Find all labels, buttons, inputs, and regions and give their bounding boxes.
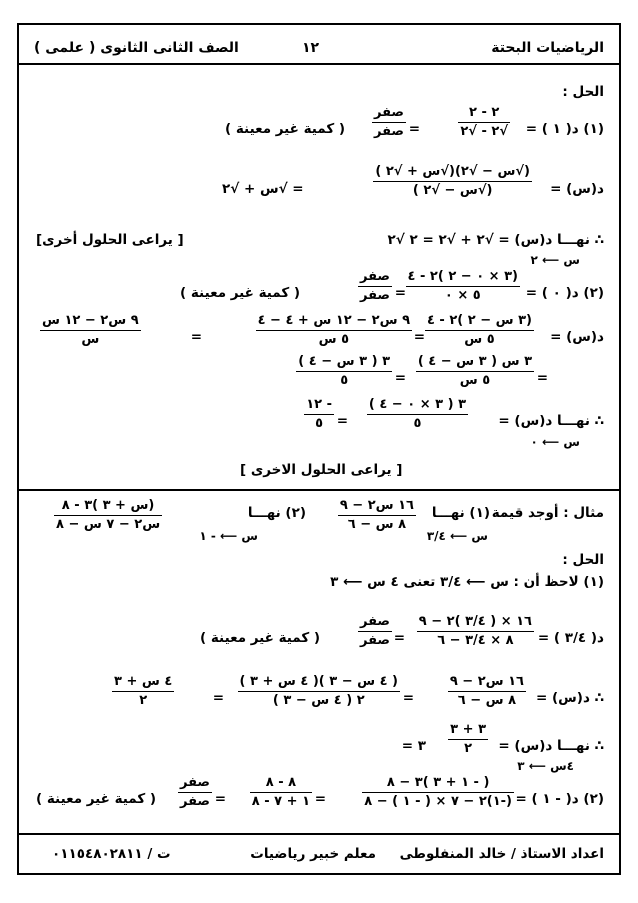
equals: = xyxy=(536,370,548,386)
denominator: س٢ − ٧ س − ٨ xyxy=(56,517,161,532)
numerator: ( - ١ + ٣ )٣ − ٨ xyxy=(386,775,490,790)
fraction-bar xyxy=(358,286,392,287)
example-dx-fraction-1 xyxy=(448,674,526,709)
denominator: ٥ xyxy=(340,373,349,388)
example-q2-fraction xyxy=(54,498,162,533)
part2-note: ( كمية غير معينة ) xyxy=(180,285,301,301)
part2-fraction xyxy=(406,269,520,304)
denominator: ٢ ( ٤ س − ٣ ) xyxy=(272,693,365,708)
fraction-bar xyxy=(338,515,416,516)
d2-fraction-2 xyxy=(256,313,412,348)
part2-label: (٢) د( ٠ ) = xyxy=(525,285,604,301)
limit1: ∴ نهـــا د(س) = √٢ + √٢ = ٢ √٢ xyxy=(387,232,604,248)
limit2-fraction-2 xyxy=(304,397,334,432)
dx-label: د(س) = xyxy=(550,181,604,197)
solution-heading: الحل : xyxy=(562,84,604,100)
d2-label: د(س) = xyxy=(550,329,604,345)
numerator: ٣ ( ٣ × ٠ − ٤ ) xyxy=(368,397,466,412)
example-sol-heading: الحل : xyxy=(562,552,604,568)
numerator: ١٦ س٢ − ٩ xyxy=(339,498,414,513)
fraction-bar xyxy=(256,330,412,331)
example-d-note: ( كمية غير معينة ) xyxy=(200,630,321,646)
numerator: ٩ س٢ − ١٢ س + ٤ − ٤ xyxy=(257,313,410,328)
footer-phone: ت / ٠١١٥٤٨٠٢٨١١ xyxy=(52,846,171,862)
fraction-bar xyxy=(112,691,174,692)
example-dx-label: ∴ د(س) = xyxy=(535,690,604,706)
denominator: ٥ xyxy=(315,416,324,431)
fraction-bar xyxy=(417,631,534,632)
example-lim-fraction xyxy=(448,722,488,757)
fraction-bar xyxy=(304,414,334,415)
example-q1-fraction xyxy=(338,498,416,533)
example-p2-fraction xyxy=(362,775,514,810)
example-lim-result: = ٣ xyxy=(401,738,426,754)
result-numerator: صفر xyxy=(359,614,390,629)
numerator: ١٦ س٢ − ٩ xyxy=(449,674,524,689)
numerator: ٤ س + ٣ xyxy=(114,674,173,689)
example-p2-note: ( كمية غير معينة ) xyxy=(36,791,157,807)
dx-numerator: (√س − √٢)(√س + √٢ ) xyxy=(375,164,530,179)
denominator: ٥ س xyxy=(464,332,495,347)
fraction-bar xyxy=(238,691,400,692)
result-denominator: صفر xyxy=(373,124,404,139)
equals: = xyxy=(214,791,226,807)
example-q1-label: (١) نهـــا xyxy=(431,505,490,521)
d2-fraction-1 xyxy=(425,313,534,348)
part1-denominator: √٢ - √٢ xyxy=(460,124,508,139)
example-note1: (١) لاحظ أن : س ⟵ ٣/٤ تعنى ٤ س ⟵ ٣ xyxy=(330,574,604,590)
fraction-bar xyxy=(372,122,406,123)
limit2-label: ∴ نهـــا د(س) = xyxy=(498,413,604,429)
result-numerator: صفر xyxy=(359,269,390,284)
example-d-label: د( ٣/٤ ) = xyxy=(537,630,604,646)
fraction-bar xyxy=(367,414,468,415)
result-numerator: صفر xyxy=(373,105,404,120)
footer-author: اعداد الاستاذ / خالد المنفلوطى xyxy=(399,846,604,862)
numerator: ٣ ( ٣ س − ٤ ) xyxy=(298,354,390,369)
limit2-sub: س ⟵ ٠ xyxy=(530,435,580,449)
numerator: ( ٤ س − ٣ )( ٤ س + ٣ ) xyxy=(239,674,398,689)
fraction-bar xyxy=(373,181,532,182)
example-p2-fraction-2 xyxy=(250,775,312,810)
fraction-bar xyxy=(362,792,514,793)
header-grade: الصف الثانى الثانوى ( علمى ) xyxy=(34,40,239,56)
example-p2-label: (٢) د( - ١ ) = xyxy=(515,791,604,807)
example-q2-sub: س ⟵ - ١ xyxy=(199,529,258,543)
part2-numerator: (٣ × ٠ − ٢ )٢ - ٤ xyxy=(407,269,518,284)
dx-denominator: (√س − √٢ ) xyxy=(412,183,493,198)
denominator: ٨ × ٣/٤ − ٦ xyxy=(437,633,514,648)
denominator: ٨ س − ٦ xyxy=(457,693,517,708)
part1-numerator: ٢ - ٢ xyxy=(469,105,500,120)
fraction-bar xyxy=(406,286,520,287)
equals: = xyxy=(394,370,406,386)
denominator: (-١)٢ − ٧ × ( - ١ ) − ٨ xyxy=(364,794,512,809)
part1-result xyxy=(372,105,406,140)
fraction-bar xyxy=(250,792,312,793)
fraction-bar xyxy=(416,371,534,372)
d2-fraction-5 xyxy=(296,354,392,389)
example-lim-sub: ٤س ⟵ ٣ xyxy=(517,759,574,773)
numerator: ٣ س ( ٣ س − ٤ ) xyxy=(417,354,532,369)
result-denominator: صفر xyxy=(359,288,390,303)
part1-equals: = xyxy=(408,121,420,137)
example-dx-fraction-3 xyxy=(112,674,174,709)
numerator: (س + ٣ )٣ - ٨ xyxy=(61,498,155,513)
footer-role: معلم خبير رياضيات xyxy=(250,846,376,862)
equals: = xyxy=(413,329,425,345)
equals: = xyxy=(190,329,202,345)
part2-equals: = xyxy=(394,285,406,301)
example-p2-result xyxy=(178,775,212,810)
fraction-bar xyxy=(458,122,510,123)
d2-fraction-3 xyxy=(40,313,141,348)
fraction-bar xyxy=(178,792,212,793)
header-divider xyxy=(17,63,621,65)
example-q2-label: (٢) نهـــا xyxy=(247,505,306,521)
denominator: ٥ س xyxy=(318,332,349,347)
footer-divider xyxy=(17,833,621,835)
part2-denominator: ٥ × ٠ xyxy=(444,288,481,303)
limit2-fraction-1 xyxy=(367,397,468,432)
numerator: ٨ - ٨ xyxy=(265,775,297,790)
result-denominator: صفر xyxy=(179,794,210,809)
equals: = xyxy=(336,413,348,429)
fraction-bar xyxy=(54,515,162,516)
header-subject: الرياضيات البحتة xyxy=(491,40,604,56)
numerator: - ١٢ xyxy=(306,397,332,412)
fraction-bar xyxy=(448,739,488,740)
fraction-bar xyxy=(425,330,534,331)
limit1-note: [ يراعى الحلول أخرى] xyxy=(36,232,184,248)
numerator: ٣ + ٣ xyxy=(450,722,486,737)
part1-label: (١) د( ١ ) = xyxy=(525,121,604,137)
fraction-bar xyxy=(296,371,392,372)
dx-fraction xyxy=(373,164,532,199)
numerator: ١٦ × ( ٣/٤ )٢ − ٩ xyxy=(418,614,532,629)
limit2-note: [ يراعى الحلول الاخرى ] xyxy=(240,462,403,478)
example-q1-sub: س ⟵ ٣/٤ xyxy=(426,529,488,543)
part1-note: ( كمية غير معينة ) xyxy=(225,121,346,137)
example-title: مثال : أوجد قيمة xyxy=(491,505,604,521)
limit1-sub: س ⟵ ٢ xyxy=(530,253,580,267)
denominator: ٥ س xyxy=(459,373,491,388)
example-d-fraction xyxy=(417,614,534,649)
denominator: ٢ xyxy=(464,741,473,756)
denominator: ١ + ٧ - ٨ xyxy=(251,794,310,809)
denominator: ٢ xyxy=(139,693,148,708)
result-denominator: صفر xyxy=(359,633,390,648)
header-page-number: ١٢ xyxy=(302,40,320,56)
denominator: ٥ xyxy=(413,416,422,431)
equals: = xyxy=(402,690,414,706)
section-divider xyxy=(17,489,621,491)
denominator: ٨ س − ٦ xyxy=(347,517,407,532)
example-lim-label: ∴ نهـــا د(س) = xyxy=(498,738,604,754)
numerator: ٩ س٢ − ١٢ س xyxy=(42,313,139,328)
denominator: س xyxy=(81,332,100,347)
equals: = xyxy=(212,690,224,706)
part1-fraction xyxy=(458,105,510,140)
d2-fraction-4 xyxy=(416,354,534,389)
example-d-result xyxy=(358,614,392,649)
equals: = xyxy=(393,630,405,646)
part2-result xyxy=(358,269,392,304)
dx-result: = √س + √٢ xyxy=(222,181,304,197)
equals: = xyxy=(314,791,326,807)
result-numerator: صفر xyxy=(179,775,210,790)
example-dx-fraction-2 xyxy=(238,674,400,709)
numerator: (٣ س − ٢ )٢ - ٤ xyxy=(426,313,532,328)
fraction-bar xyxy=(40,330,141,331)
fraction-bar xyxy=(448,691,526,692)
fraction-bar xyxy=(358,631,392,632)
